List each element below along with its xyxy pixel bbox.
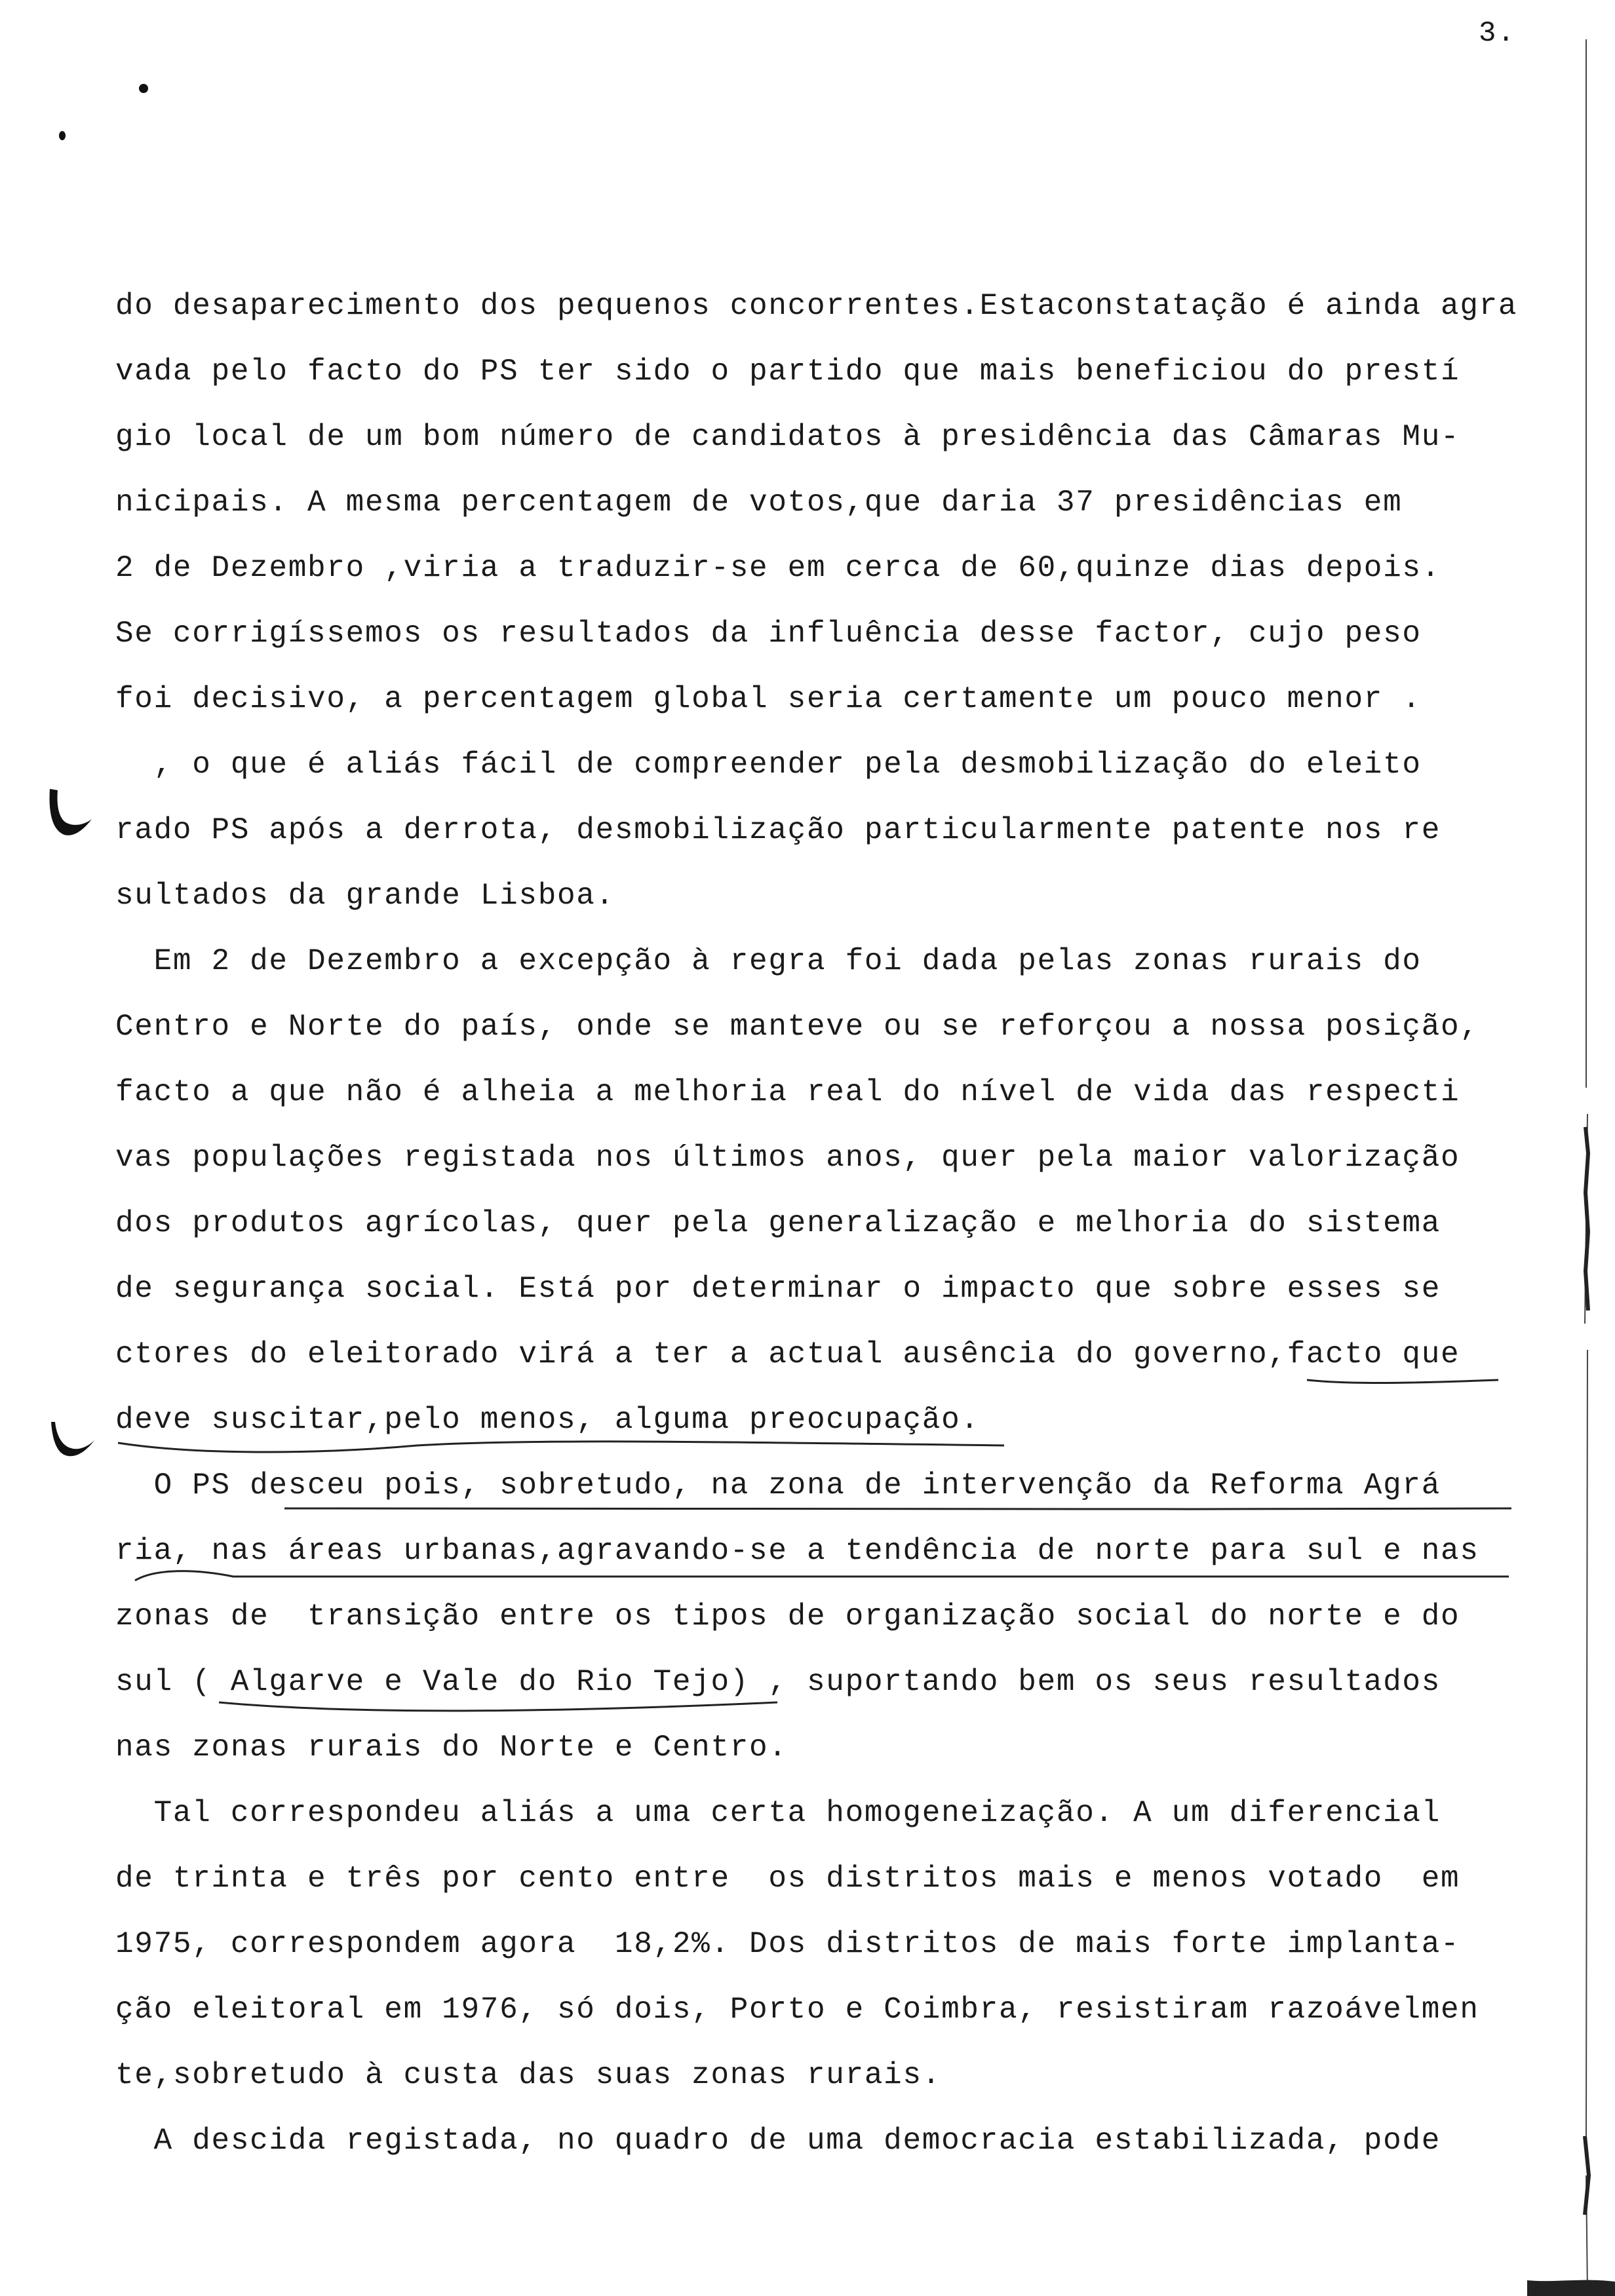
- margin-check-mark: [45, 784, 97, 843]
- margin-check-mark: [46, 1415, 98, 1468]
- text-line: Se corrigíssemos os resultados da influência desse factor, cujo peso: [115, 617, 1422, 651]
- text-line: de trinta e três por cento entre os distritos mais e menos votado em: [115, 1862, 1460, 1896]
- text-line: Tal correspondeu aliás a uma certa homogeneização. A um diferencial: [115, 1796, 1441, 1830]
- pen-underline: [115, 1439, 1007, 1459]
- ink-dot: [139, 84, 148, 93]
- text-line: 2 de Dezembro ,viria a traduzir-se em cerca de 60,quinze dias depois.: [115, 551, 1441, 585]
- text-line: sultados da grande Lisboa.: [115, 879, 615, 913]
- text-line: 1975, correspondem agora 18,2%. Dos distritos de mais forte implanta-: [115, 1927, 1460, 1961]
- page-number: 3.: [1479, 17, 1516, 50]
- text-line: nicipais. A mesma percentagem de votos,que daria 37 presidências em: [115, 486, 1403, 520]
- text-line: vada pelo facto do PS ter sido o partido que mais beneficiou do prestí: [115, 354, 1460, 389]
- text-line: ção eleitoral em 1976, só dois, Porto e Coimbra, resistiram razoávelmen: [115, 1993, 1479, 2027]
- text-line: deve suscitar,pelo menos, alguma preocupação.: [115, 1403, 980, 1437]
- text-line: ctores do eleitorado virá a ter a actual ausência do governo,facto que: [115, 1337, 1460, 1371]
- text-line: sul ( Algarve e Vale do Rio Tejo) , suportando bem os seus resultados: [115, 1665, 1441, 1699]
- text-line: vas populações registada nos últimos anos, quer pela maior valorização: [115, 1141, 1460, 1175]
- text-line: Centro e Norte do país, onde se manteve ou se reforçou a nossa posição,: [115, 1010, 1479, 1044]
- text-line: Em 2 de Dezembro a excepção à regra foi dada pelas zonas rurais do: [115, 944, 1422, 978]
- text-line: O PS desceu pois, sobretudo, na zona de intervenção da Reforma Agrá: [115, 1468, 1441, 1502]
- scan-corner: [1527, 2254, 1615, 2296]
- text-line: A descida registada, no quadro de uma democracia estabilizada, pode: [115, 2124, 1441, 2158]
- text-line: zonas de transição entre os tipos de organização social do norte e do: [115, 1599, 1460, 1634]
- text-line: , o que é aliás fácil de compreender pela desmobilização do eleito: [115, 748, 1422, 782]
- text-line: do desaparecimento dos pequenos concorrentes.Estaconstatação é ainda agra: [115, 289, 1518, 323]
- text-line: rado PS após a derrota, desmobilização particularmente patente nos re: [115, 813, 1441, 847]
- scan-edge: [1573, 39, 1599, 2293]
- text-line: ria, nas áreas urbanas,agravando-se a tendência de norte para sul e nas: [115, 1534, 1479, 1568]
- text-line: de segurança social. Está por determinar o impacto que sobre esses se: [115, 1272, 1441, 1306]
- text-line: gio local de um bom número de candidatos à presidência das Câmaras Mu-: [115, 420, 1460, 454]
- text-line: facto a que não é alheia a melhoria real do nível de vida das respecti: [115, 1075, 1460, 1109]
- text-line: te,sobretudo à custa das suas zonas rurais.: [115, 2058, 942, 2092]
- text-line: nas zonas rurais do Norte e Centro.: [115, 1731, 788, 1765]
- pen-underline: [115, 1567, 1511, 1590]
- text-line: foi decisivo, a percentagem global seria certamente um pouco menor .: [115, 682, 1422, 716]
- ink-dot: [59, 131, 66, 140]
- text-line: dos produtos agrícolas, quer pela generalização e melhoria do sistema: [115, 1206, 1441, 1240]
